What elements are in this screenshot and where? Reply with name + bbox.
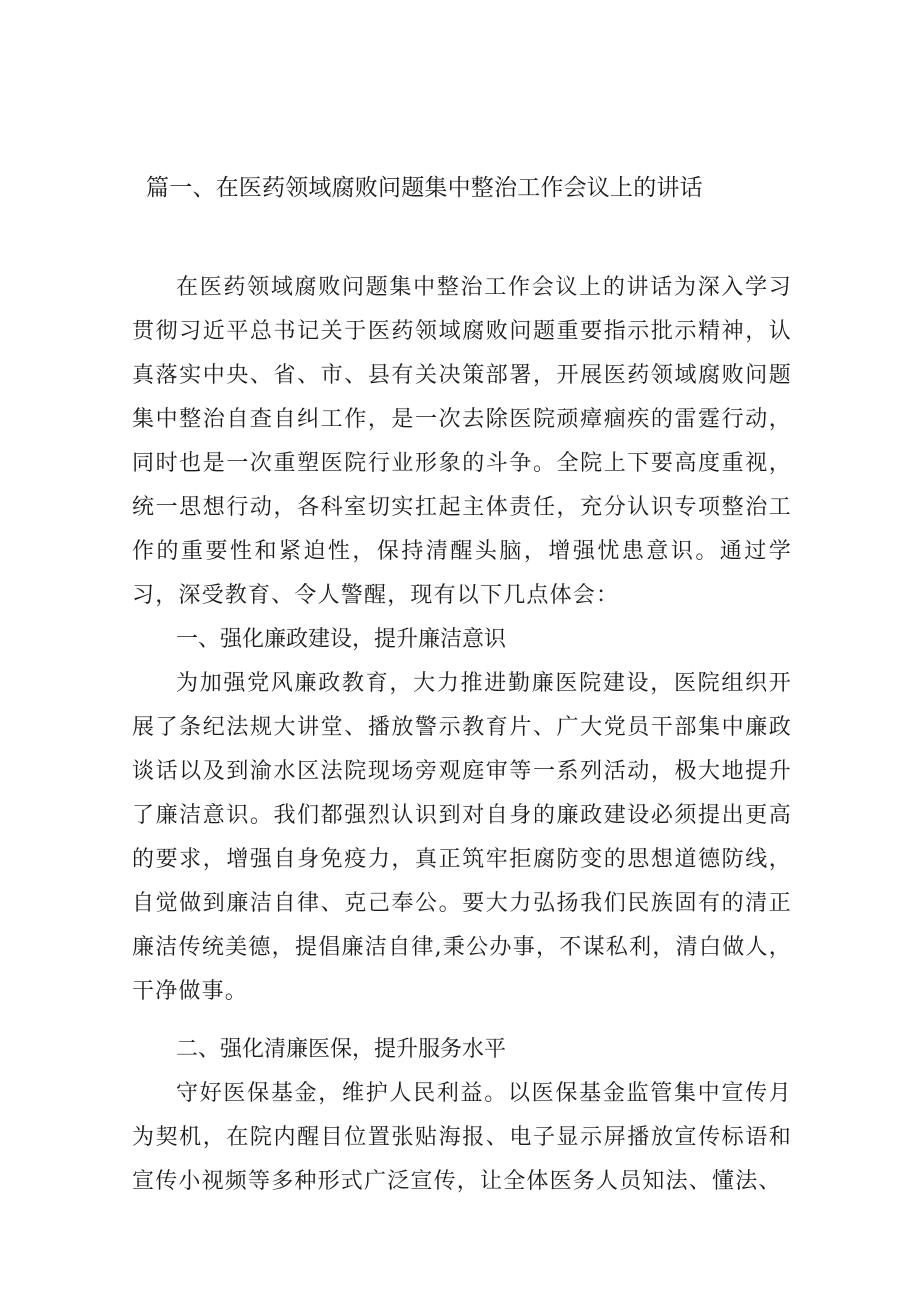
section-2-heading: 二、强化清廉医保，提升服务水平: [176, 1037, 507, 1062]
section-1-paragraph: 为加强党风廉政教育，大力推进勤廉医院建设，医院组织开展了条纪法规大讲堂、播放警示教育片、广大党员干部集中廉政谈话以及到渝水区法院现场旁观庭审等一系列活动，极大地提升了廉洁意识。我们都强烈认识到对自身的廉政建设必须提出更高的要求，增强自身免疫力，真正筑牢拒腐防变的思想道德防线，自觉做到廉洁自律、克己奉公。要大力弘扬我们民族固有的清正廉洁传统美德，提倡廉洁自律,秉公办事，不谋私利，清白做人，干净做事。: [132, 671, 792, 1004]
document-title: 篇一、在医药领域腐败问题集中整治工作会议上的讲话: [146, 175, 703, 201]
intro-paragraph: 在医药领域腐败问题集中整治工作会议上的讲话为深入学习贯彻习近平总书记关于医药领域腐败问题重要指示批示精神，认真落实中央、省、市、县有关决策部署，开展医药领域腐败问题集中整治自查自纠工作，是一次去除医院顽瘴痼疾的雷霆行动，同时也是一次重塑医院行业形象的斗争。全院上下要高度重视，统一思想行动，各科室切实扛起主体责任，充分认识专项整治工作的重要性和紧迫性，保持清醒头脑，增强忧患意识。通过学习，深受教育、令人警醒，现有以下几点体会：: [132, 275, 792, 608]
section-2-paragraph: 守好医保基金，维护人民利益。以医保基金监管集中宣传月为契机，在院内醒目位置张贴海报、电子显示屏播放宣传标语和宣传小视频等多种形式广泛宣传，让全体医务人员知法、懂法、: [132, 1081, 792, 1194]
section-1-heading: 一、强化廉政建设，提升廉洁意识: [176, 627, 507, 652]
document-body: [132, 266, 792, 1204]
